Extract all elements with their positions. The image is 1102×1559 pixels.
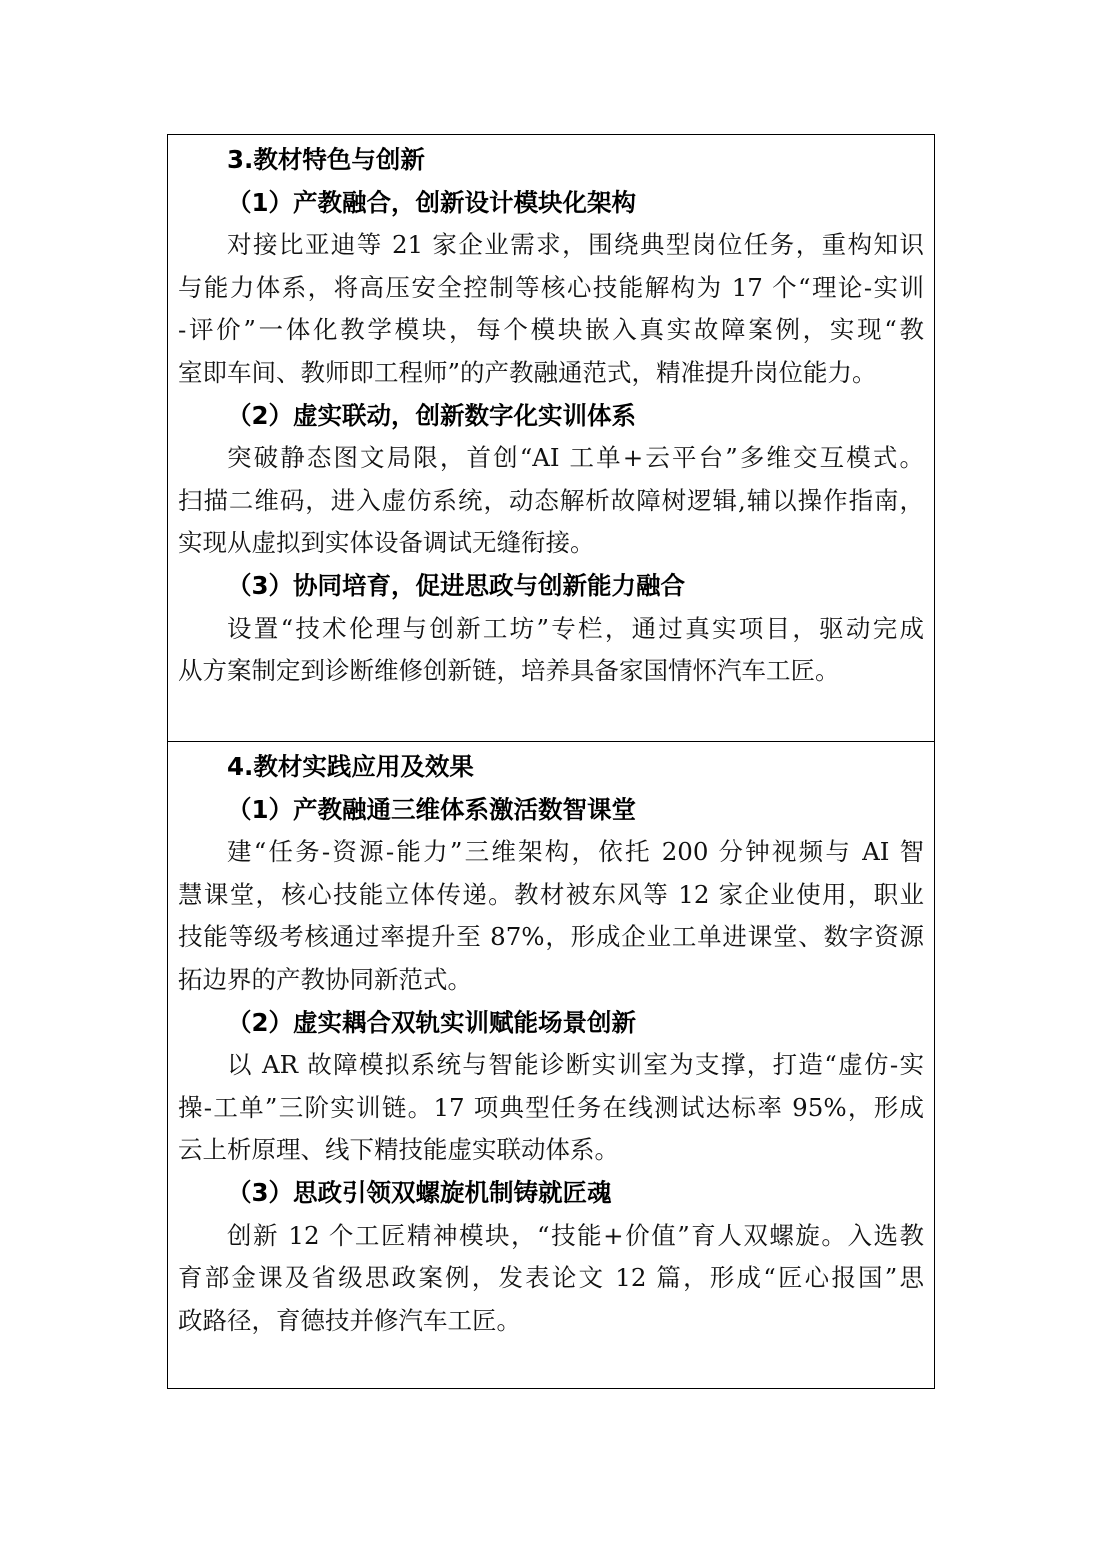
content-table: [167, 134, 935, 1389]
paragraph: [178, 1215, 924, 1343]
paragraph-line: 拓边界的产教协同新范式。: [178, 964, 472, 994]
subsection: [178, 182, 924, 395]
paragraph-line: 操-工单”三阶实训链。17 项典型任务在线测试达标率 95%，形成: [178, 1092, 924, 1122]
paragraph: [178, 831, 924, 1001]
subsection-title: （1）产教融通三维体系激活数智课堂: [227, 794, 637, 824]
paragraph: [178, 1044, 924, 1172]
paragraph-line: 设置“技术伦理与创新工坊”专栏，通过真实项目，驱动完成: [227, 613, 924, 643]
paragraph-line: 慧课堂，核心技能立体传递。教材被东风等 12 家企业使用，职业: [178, 879, 924, 909]
paragraph-line: 创新 12 个工匠精神模块，“技能+价值”育人双螺旋。入选教: [227, 1220, 924, 1250]
subsection-title: （3）协同培育，促进思政与创新能力融合: [227, 570, 686, 600]
paragraph-line: 以 AR 故障模拟系统与智能诊断实训室为支撑，打造“虚仿-实: [227, 1050, 924, 1080]
subsection-title: （2）虚实联动，创新数字化实训体系: [227, 400, 637, 430]
paragraph-line: 育部金课及省级思政案例，发表论文 12 篇，形成“匠心报国”思: [178, 1263, 924, 1293]
subsection-title: （3）思政引领双螺旋机制铸就匠魂: [227, 1177, 612, 1207]
paragraph-line: 突破静态图文局限，首创“AI 工单+云平台”多维交互模式。: [227, 443, 924, 473]
paragraph: [178, 608, 924, 693]
paragraph-line: 对接比亚迪等 21 家企业需求，围绕典型岗位任务，重构知识: [227, 230, 924, 260]
paragraph-line: 云上析原理、线下精技能虚实联动体系。: [178, 1135, 619, 1165]
subsection: [178, 565, 924, 693]
paragraph-line: 室即车间、教师即工程师”的产教融通范式，精准提升岗位能力。: [178, 357, 877, 387]
subsection: [178, 1172, 924, 1342]
section-cell-4: [168, 742, 934, 1388]
subsection-title: （1）产教融合，创新设计模块化架构: [227, 187, 637, 217]
paragraph-line: -评价”一体化教学模块，每个模块嵌入真实故障案例，实现“教: [178, 315, 924, 345]
subsection: [178, 789, 924, 1002]
paragraph: [178, 224, 924, 394]
paragraph-line: 实现从虚拟到实体设备调试无缝衔接。: [178, 528, 595, 558]
section-heading: 4.教材实践应用及效果: [227, 752, 474, 781]
paragraph-line: 政路径，育德技并修汽车工匠。: [178, 1305, 521, 1335]
paragraph-line: 建“任务-资源-能力”三维架构，依托 200 分钟视频与 AI 智: [227, 837, 924, 867]
paragraph-line: 与能力体系，将高压安全控制等核心技能解构为 17 个“理论-实训: [178, 272, 924, 302]
subsection: [178, 1002, 924, 1172]
subsection: [178, 395, 924, 565]
section-cell-3: [168, 135, 934, 742]
paragraph-line: 从方案制定到诊断维修创新链，培养具备家国情怀汽车工匠。: [178, 656, 840, 686]
paragraph: [178, 437, 924, 565]
paragraph-line: 技能等级考核通过率提升至 87%，形成企业工单进课堂、数字资源: [178, 922, 924, 952]
section-heading: 3.教材特色与创新: [227, 145, 425, 174]
subsection-title: （2）虚实耦合双轨实训赋能场景创新: [227, 1007, 637, 1037]
paragraph-line: 扫描二维码，进入虚仿系统，动态解析故障树逻辑,辅以操作指南，: [178, 485, 924, 515]
